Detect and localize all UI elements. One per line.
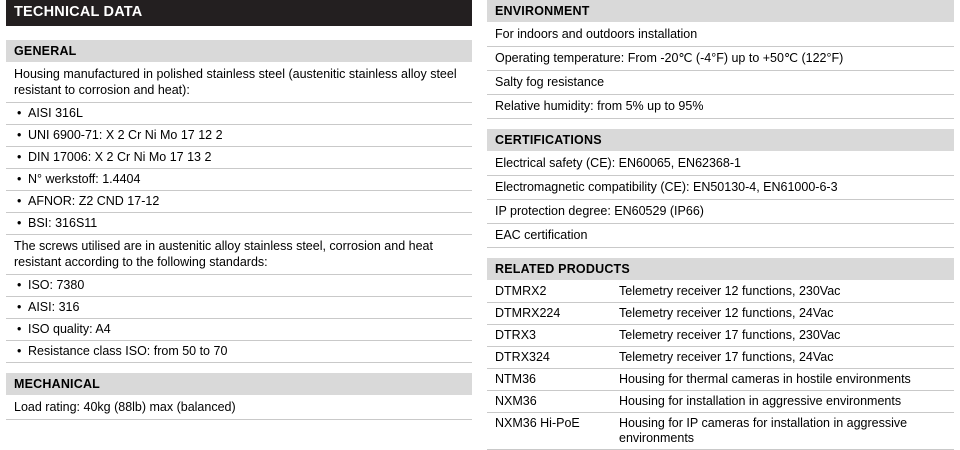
- right-column: [487, 0, 954, 450]
- environment-row: Salty fog resistance: [487, 71, 954, 95]
- section-header-certifications: CERTIFICATIONS: [487, 129, 954, 152]
- product-code: NTM36: [487, 369, 611, 391]
- product-description: Telemetry receiver 12 functions, 24Vac: [611, 303, 954, 325]
- left-column: [6, 0, 472, 420]
- list-item: • Resistance class ISO: from 50 to 70: [6, 341, 472, 363]
- product-code: DTMRX2: [487, 281, 611, 303]
- spacer: [6, 26, 472, 40]
- table-row: [487, 325, 954, 347]
- spacer: [487, 119, 954, 129]
- section-header-general: GENERAL: [6, 40, 472, 63]
- product-code: DTRX324: [487, 347, 611, 369]
- list-item: • UNI 6900-71: X 2 Cr Ni Mo 17 12 2: [6, 125, 472, 147]
- screw-standards-list: [6, 275, 472, 363]
- product-description: Housing for installation in aggressive environments: [611, 391, 954, 413]
- table-row: [487, 281, 954, 303]
- product-description: Housing for IP cameras for installation in aggressive environments: [611, 413, 954, 450]
- product-description: Telemetry receiver 12 functions, 230Vac: [611, 281, 954, 303]
- screws-intro-text: The screws utilised are in austenitic alloy stainless steel, corrosion and heat resistant according to the following standards:: [6, 235, 472, 275]
- spacer: [487, 248, 954, 258]
- product-description: Telemetry receiver 17 functions, 230Vac: [611, 325, 954, 347]
- certification-row: Electromagnetic compatibility (CE): EN50130-4, EN61000-6-3: [487, 176, 954, 200]
- list-item: • DIN 17006: X 2 Cr Ni Mo 17 13 2: [6, 147, 472, 169]
- certification-row: Electrical safety (CE): EN60065, EN62368-1: [487, 152, 954, 176]
- spacer: [6, 363, 472, 373]
- table-row: [487, 413, 954, 450]
- product-code: DTRX3: [487, 325, 611, 347]
- environment-row: Relative humidity: from 5% up to 95%: [487, 95, 954, 119]
- page-title: TECHNICAL DATA: [6, 0, 472, 26]
- list-item: • BSI: 316S11: [6, 213, 472, 235]
- product-code: NXM36: [487, 391, 611, 413]
- table-row: [487, 303, 954, 325]
- environment-row: Operating temperature: From -20℃ (-4°F) up to +50℃ (122°F): [487, 47, 954, 71]
- product-description: Housing for thermal cameras in hostile environments: [611, 369, 954, 391]
- section-header-related-products: RELATED PRODUCTS: [487, 258, 954, 281]
- general-intro-text: Housing manufactured in polished stainless steel (austenitic stainless alloy steel resistant to corrosion and heat):: [6, 63, 472, 103]
- product-description: Telemetry receiver 17 functions, 24Vac: [611, 347, 954, 369]
- table-row: [487, 391, 954, 413]
- certification-row: IP protection degree: EN60529 (IP66): [487, 200, 954, 224]
- table-row: [487, 369, 954, 391]
- mechanical-row: Load rating: 40kg (88lb) max (balanced): [6, 396, 472, 420]
- list-item: • AISI: 316: [6, 297, 472, 319]
- product-code: NXM36 Hi-PoE: [487, 413, 611, 450]
- environment-row: For indoors and outdoors installation: [487, 23, 954, 47]
- list-item: • ISO quality: A4: [6, 319, 472, 341]
- table-row: [487, 347, 954, 369]
- section-header-environment: ENVIRONMENT: [487, 0, 954, 23]
- section-header-mechanical: MECHANICAL: [6, 373, 472, 396]
- related-products-table: [487, 281, 954, 450]
- certification-row: EAC certification: [487, 224, 954, 248]
- product-code: DTMRX224: [487, 303, 611, 325]
- list-item: • ISO: 7380: [6, 275, 472, 297]
- list-item: • N° werkstoff: 1.4404: [6, 169, 472, 191]
- list-item: • AISI 316L: [6, 103, 472, 125]
- general-standards-list: [6, 103, 472, 235]
- list-item: • AFNOR: Z2 CND 17-12: [6, 191, 472, 213]
